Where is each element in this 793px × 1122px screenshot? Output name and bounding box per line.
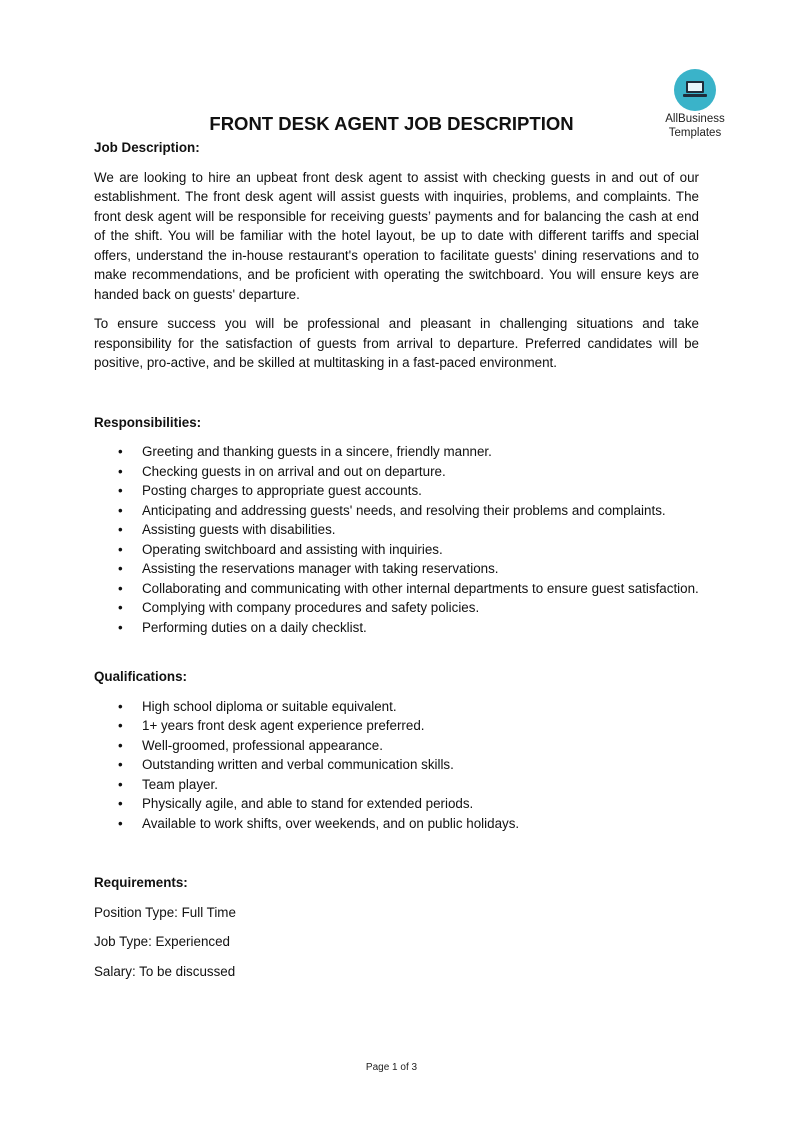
list-item: • Outstanding written and verbal communication skills. [94,755,699,775]
list-item: • Physically agile, and able to stand for extended periods. [94,794,699,814]
page-number: Page 1 of 3 [365,1062,418,1073]
bullet-icon: • [118,796,123,811]
bullet-icon: • [118,502,123,518]
list-item: • Posting charges to appropriate guest accounts. [94,481,699,501]
bullet-icon: • [118,600,123,615]
list-item: • Assisting the reservations manager with taking reservations. [94,559,699,579]
list-item: • Checking guests in on arrival and out on departure. [94,462,699,482]
list-item: • Operating switchboard and assisting with inquiries. [94,540,699,560]
bullet-icon: • [118,815,123,831]
job-description-paragraph-2: To ensure success you will be professional and pleasant in challenging situations and take responsibility for the satisfaction of guests from arrival to departure. Preferred candidates will be positive, pro-active, and be skilled at multitasking in a fast-paced environment. [94,316,699,370]
bullet-icon: • [118,541,123,557]
bullet-icon: • [118,698,123,714]
list-item: • Well-groomed, professional appearance. [94,736,699,756]
list-item: • High school diploma or suitable equivalent. [94,697,699,717]
document-body [94,138,699,981]
salary: Salary: To be discussed [94,963,236,979]
bullet-icon: • [118,718,123,733]
bullet-icon: • [118,737,123,753]
logo-text-line2: Templates [668,127,722,139]
bullet-icon: • [118,483,123,498]
list-item: • Available to work shifts, over weekends, and on public holidays. [94,814,699,834]
list-item: • Greeting and thanking guests in a sincere, friendly manner. [94,442,699,462]
job-type: Job Type: Experienced [94,934,230,949]
bullet-icon: • [118,463,123,479]
list-item: • Complying with company procedures and safety policies. [94,598,699,618]
qualifications-list [94,697,699,834]
document-title: FRONT DESK AGENT JOB DESCRIPTION [209,113,574,134]
bullet-icon: • [118,619,123,635]
requirements-heading: Requirements: [94,875,188,890]
bullet-icon: • [118,757,123,772]
bullet-icon: • [118,522,123,537]
list-item: • Anticipating and addressing guests' needs, and resolving their problems and complaints. [94,501,699,521]
bullet-icon: • [118,561,123,576]
qualifications-heading: Qualifications: [94,669,188,684]
bullet-icon: • [118,580,123,596]
list-item: • Performing duties on a daily checklist. [94,618,699,638]
responsibilities-list [94,442,699,637]
list-item: • Collaborating and communicating with other internal departments to ensure guest satisfaction. [94,579,699,599]
responsibilities-heading: Responsibilities: [94,414,202,430]
job-description-heading: Job Description: [94,140,200,155]
bullet-icon: • [118,444,123,459]
bullet-icon: • [118,776,123,792]
position-type: Position Type: Full Time [94,904,236,920]
logo-text-line1: AllBusiness [665,113,725,125]
list-item: • Assisting guests with disabilities. [94,520,699,540]
job-description-paragraph-1: We are looking to hire an upbeat front desk agent to assist with checking guests in and out of our establishment. The front desk agent will assist guests with inquiries, problems, and complaints. The front desk agent will be responsible for receiving guests’ payments and for balancing the cash at end of the shift. You will be familiar with the hotel layout, be up to date with different tariffs and special offers, understand the in-house restaurant's operation to facilitate guests' dining reservations and to make recommendations, and be proficient with operating the switchboard. You will ensure keys are handed back on guests' departure. [94,169,699,302]
laptop-icon [674,69,716,111]
list-item: • 1+ years front desk agent experience preferred. [94,716,699,736]
list-item: • Team player. [94,775,699,795]
